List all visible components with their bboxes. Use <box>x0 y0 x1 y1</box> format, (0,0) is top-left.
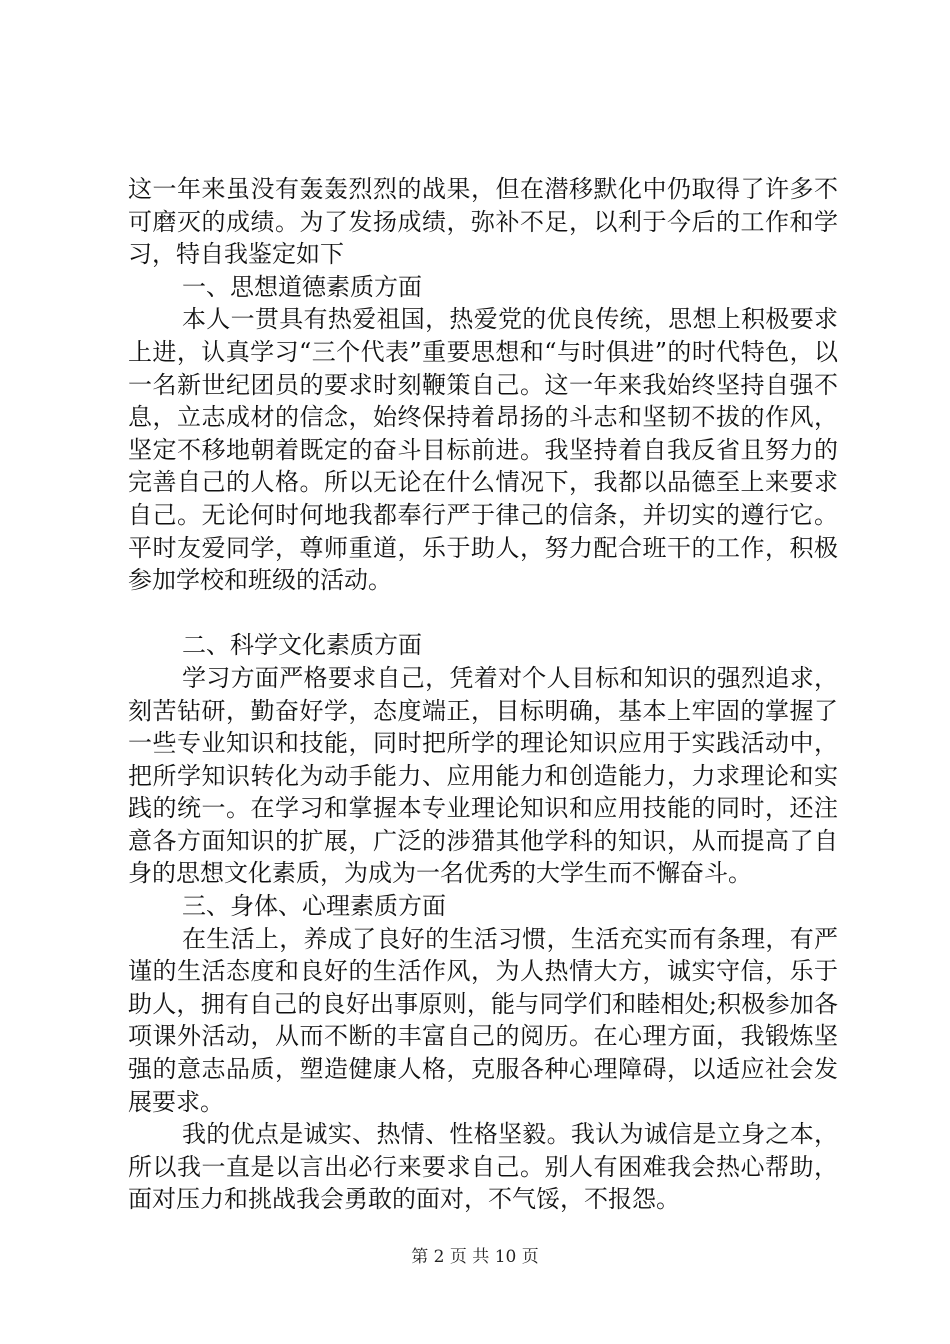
section-2-heading: 二、科学文化素质方面 <box>182 631 422 660</box>
intro-paragraph: 这一年来虽没有轰轰烈烈的战果，但在潜移默化中仍取得了许多不可磨灭的成绩。为了发扬成绩，弥补不足，以利于今后的工作和学习，特自我鉴定如下 <box>128 175 838 269</box>
section-2-paragraph: 学习方面严格要求自己，凭着对个人目标和知识的强烈追求，刻苦钻研，勤奋好学，态度端正，目标明确，基本上牢固的掌握了一些专业知识和技能，同时把所学的理论知识应用于实践活动中，把所学知识转化为动手能力、应用能力和创造能力，力求理论和实践的统一。在学习和掌握本专业理论知识和应用技能的同时，还注意各方面知识的扩展，广泛的涉猎其他学科的知识，从而提高了自身的思想文化素质，为成为一名优秀的大学生而不懈奋斗。 <box>128 663 838 888</box>
page-number-footer: 第 2 页 共 10 页 <box>411 1247 539 1267</box>
section-3-heading: 三、身体、心理素质方面 <box>182 892 446 921</box>
section-3-paragraph: 在生活上，养成了良好的生活习惯，生活充实而有条理，有严谨的生活态度和良好的生活作风，为人热情大方，诚实守信，乐于助人，拥有自己的良好出事原则，能与同学们和睦相处;积极参加各项课外活动，从而不断的丰富自己的阅历。在心理方面，我锻炼坚强的意志品质，塑造健康人格，克服各种心理障碍，以适应社会发展要求。 <box>128 924 838 1116</box>
closing-paragraph: 我的优点是诚实、热情、性格坚毅。我认为诚信是立身之本，所以我一直是以言出必行来要求自己。别人有困难我会热心帮助，面对压力和挑战我会勇敢的面对，不气馁，不报怨。 <box>128 1120 838 1214</box>
section-1-heading: 一、思想道德素质方面 <box>182 272 422 301</box>
paragraph-gap <box>128 597 838 630</box>
section-1-paragraph: 本人一贯具有热爱祖国，热爱党的优良传统，思想上积极要求上进，认真学习“三个代表”重要思想和“与时俱进”的时代特色，以一名新世纪团员的要求时刻鞭策自己。这一年来我始终坚持自强不息，立志成材的信念，始终保持着昂扬的斗志和坚韧不拔的作风，坚定不移地朝着既定的奋斗目标前进。我坚持着自我反省且努力的完善自己的人格。所以无论在什么情况下，我都以品德至上来要求自己。无论何时何地我都奉行严于律己的信条，并切实的遵行它。平时友爱同学，尊师重道，乐于助人，努力配合班干的工作，积极参加学校和班级的活动。 <box>128 305 838 595</box>
document-body <box>128 173 838 1216</box>
